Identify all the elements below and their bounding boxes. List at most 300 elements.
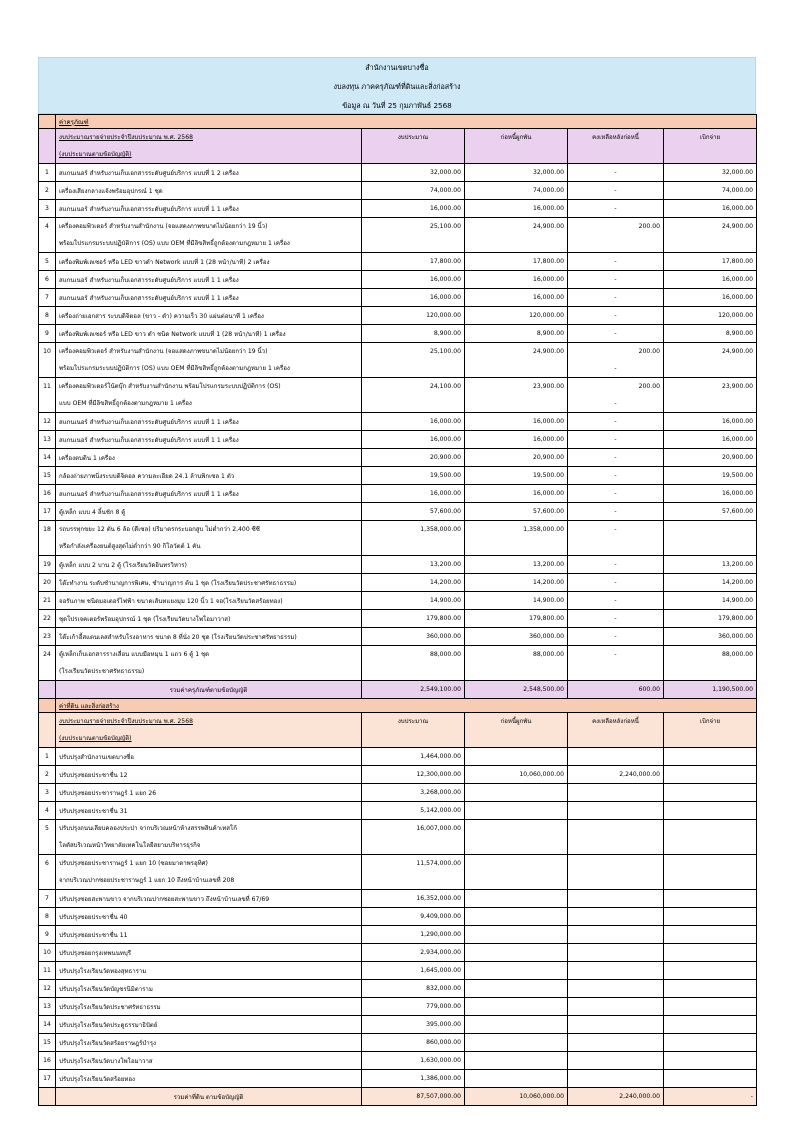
obligated-value: 13,200.00 <box>465 556 568 574</box>
row-number: 3 <box>39 200 56 218</box>
item-description: ปรับปรุงโรงเรียนวัดประชาศรัทธาธรรม <box>56 998 362 1016</box>
obligated-value: 8,900.00 <box>465 325 568 343</box>
row-number: 11 <box>39 962 56 980</box>
item-description: เครื่องพิมพ์เลเซอร์ หรือ LED ขาว ดำ ชนิด Network แบบที่ 1 (28 หน้า/นาที) 1 เครื่อง <box>56 325 362 343</box>
item-description: เครื่องคอมพิวเตอร์ สำหรับงานสำนักงาน (จอแสดงภาพขนาดไม่น้อยกว่า 19 นิ้ว) พร้อมโปรแกรมระบบปฏิบัติการ (OS) แบบ OEM ที่มีลิขสิทธิ์ถูกต้องตามกฎหมาย 1 เครื่อง <box>56 218 362 253</box>
table-row <box>39 890 757 908</box>
column-header-row <box>39 129 757 164</box>
remaining-value: - <box>568 610 664 628</box>
col-obligated: ก่อหนี้ผูกพัน <box>465 129 568 164</box>
row-number: 9 <box>39 926 56 944</box>
row-number: 14 <box>39 449 56 467</box>
disbursed-value: 16,000.00 <box>664 289 757 307</box>
budget-value: 1,464,000.00 <box>362 748 465 766</box>
remaining-value: - <box>568 431 664 449</box>
obligated-value <box>465 1034 568 1052</box>
row-number: 18 <box>39 521 56 556</box>
item-description: เครื่องพิมพ์เลเซอร์ หรือ LED ขาวดำ Network แบบที่ 1 (28 หน้า/นาที) 2 เครื่อง <box>56 253 362 271</box>
table-row <box>39 766 757 784</box>
budget-value: 3,268,000.00 <box>362 784 465 802</box>
item-description: ชุดโปรเจคเตอร์พร้อมอุปกรณ์ 1 ชุด (โรงเรียนวัดบางโพโอมาวาส) <box>56 610 362 628</box>
disbursed-value: 16,000.00 <box>664 485 757 503</box>
report-title: งบลงทุน ภาคครุภัณฑ์ที่ดินและสิ่งก่อสร้าง <box>333 82 461 91</box>
budget-value: 2,934,000.00 <box>362 944 465 962</box>
disbursed-value <box>664 1052 757 1070</box>
col-remaining: คงเหลือหลังก่อหนี้ <box>568 713 664 748</box>
item-description: โต๊ะทำงาน ระดับชำนาญการพิเศษ, ชำนาญการ ต้น 1 ชุด (โรงเรียนวัดประชาศรัทธาธรรม) <box>56 574 362 592</box>
col-obligated: ก่อหนี้ผูกพัน <box>465 713 568 748</box>
item-description: เครื่องถ่ายเอกสาร ระบบดิจิตอล (ขาว - ดำ) ความเร็ว 30 แผ่นต่อนาที 1 เครื่อง <box>56 307 362 325</box>
disbursed-value: 16,000.00 <box>664 431 757 449</box>
table-row <box>39 521 757 556</box>
obligated-value <box>465 890 568 908</box>
table-row <box>39 289 757 307</box>
item-description: จอรับภาพ ชนิดมอเตอร์ไฟฟ้า ขนาดเส้นทแยงมุม 120 นิ้ว 1 จอ(โรงเรียนวัดสร้อยทอง) <box>56 592 362 610</box>
budget-value: 9,409,000.00 <box>362 908 465 926</box>
table-row <box>39 784 757 802</box>
table-row <box>39 271 757 289</box>
budget-value: 16,000.00 <box>362 289 465 307</box>
office-name: สำนักงานเขตบางซื่อ <box>365 63 429 72</box>
construction-total <box>39 1088 757 1106</box>
remaining-value: - <box>568 574 664 592</box>
budget-value: 1,290,000.00 <box>362 926 465 944</box>
remaining-value: - <box>568 556 664 574</box>
equipment-section <box>39 115 757 681</box>
obligated-value: 16,000.00 <box>465 485 568 503</box>
report-header <box>38 57 756 114</box>
row-number: 5 <box>39 253 56 271</box>
remaining-value: - <box>568 628 664 646</box>
obligated-value <box>465 998 568 1016</box>
row-number: 4 <box>39 802 56 820</box>
row-number: 14 <box>39 1016 56 1034</box>
total-remaining: 600.00 <box>568 681 664 699</box>
remaining-value: - <box>568 413 664 431</box>
disbursed-value <box>664 908 757 926</box>
disbursed-value: 20,900.00 <box>664 449 757 467</box>
remaining-value: 200.00 <box>568 218 664 253</box>
item-description: ปรับปรุงถนนเลียบคลองประปา จากบริเวณหน้าห้างสรรพสินค้าเทสโก้ โลตัสบริเวณหน้าวิทยาลัยเทคโนโลยีสยามบริหารธุรกิจ <box>56 820 362 855</box>
table-row <box>39 182 757 200</box>
table-row <box>39 802 757 820</box>
budget-value: 32,000.00 <box>362 164 465 182</box>
budget-value: 13,200.00 <box>362 556 465 574</box>
item-description: สแกนเนอร์ สำหรับงานเก็บเอกสารระดับศูนย์บริการ แบบที่ 1 1 เครื่อง <box>56 271 362 289</box>
remaining-value: - <box>568 182 664 200</box>
budget-value: 25,100.00 <box>362 218 465 253</box>
obligated-value: 14,900.00 <box>465 592 568 610</box>
remaining-value <box>568 1016 664 1034</box>
disbursed-value: 360,000.00 <box>664 628 757 646</box>
budget-value: 16,000.00 <box>362 271 465 289</box>
budget-value: 1,645,000.00 <box>362 962 465 980</box>
col-budget: งบประมาณ <box>362 713 465 748</box>
budget-value: 5,142,000.00 <box>362 802 465 820</box>
remaining-value: - <box>568 325 664 343</box>
disbursed-value <box>664 1034 757 1052</box>
budget-value: 16,000.00 <box>362 485 465 503</box>
row-number: 1 <box>39 164 56 182</box>
remaining-value: 200.00 - <box>568 378 664 413</box>
item-description: ปรับปรุงซอยประชาชื่น 31 <box>56 802 362 820</box>
table-row <box>39 378 757 413</box>
budget-value: 8,900.00 <box>362 325 465 343</box>
row-number: 17 <box>39 503 56 521</box>
obligated-value: 120,000.00 <box>465 307 568 325</box>
disbursed-value <box>664 998 757 1016</box>
budget-value: 57,600.00 <box>362 503 465 521</box>
obligated-value <box>465 980 568 998</box>
remaining-value: - <box>568 592 664 610</box>
table-row <box>39 431 757 449</box>
row-number: 4 <box>39 218 56 253</box>
obligated-value: 16,000.00 <box>465 200 568 218</box>
disbursed-value <box>664 926 757 944</box>
obligated-value <box>465 820 568 855</box>
row-number: 24 <box>39 646 56 681</box>
budget-value: 16,000.00 <box>362 413 465 431</box>
total-obligated: 10,060,000.00 <box>465 1088 568 1106</box>
item-description: สแกนเนอร์ สำหรับงานเก็บเอกสารระดับศูนย์บริการ แบบที่ 1 1 เครื่อง <box>56 485 362 503</box>
remaining-value: - <box>568 253 664 271</box>
row-number: 11 <box>39 378 56 413</box>
obligated-value: 57,600.00 <box>465 503 568 521</box>
table-row <box>39 1034 757 1052</box>
obligated-value <box>465 962 568 980</box>
item-description: ตู้เหล็ก แบบ 2 บาน 2 ตู้ (โรงเรียนวัดอินทรวิหาร) <box>56 556 362 574</box>
remaining-value <box>568 908 664 926</box>
budget-table <box>38 114 757 1106</box>
disbursed-value <box>664 784 757 802</box>
obligated-value: 179,800.00 <box>465 610 568 628</box>
item-description: ปรับปรุงโรงเรียนวัดสร้อยทอง <box>56 1070 362 1088</box>
total-budget: 2,549,100.00 <box>362 681 465 699</box>
item-description: เครื่องคอมพิวเตอร์ สำหรับงานสำนักงาน (จอแสดงภาพขนาดไม่น้อยกว่า 19 นิ้ว) พร้อมโปรแกรมระบบปฏิบัติการ (OS) แบบ OEM ที่มีลิขสิทธิ์ถูกต้องตามกฎหมาย 1 เครื่อง <box>56 343 362 378</box>
disbursed-value: 19,500.00 <box>664 467 757 485</box>
remaining-value <box>568 1070 664 1088</box>
budget-value: 779,000.00 <box>362 998 465 1016</box>
remaining-value <box>568 1052 664 1070</box>
disbursed-value: 16,000.00 <box>664 413 757 431</box>
disbursed-value <box>664 962 757 980</box>
table-row <box>39 820 757 855</box>
col-disbursed: เบิกจ่าย <box>664 713 757 748</box>
disbursed-value: 23,900.00 <box>664 378 757 413</box>
disbursed-value <box>664 802 757 820</box>
obligated-value: 14,200.00 <box>465 574 568 592</box>
budget-value: 14,900.00 <box>362 592 465 610</box>
total-disbursed: - <box>664 1088 757 1106</box>
budget-value: 395,000.00 <box>362 1016 465 1034</box>
item-description: สแกนเนอร์ สำหรับงานเก็บเอกสารระดับศูนย์บริการ แบบที่ 1 1 เครื่อง <box>56 200 362 218</box>
table-row <box>39 164 757 182</box>
budget-year-header: งบประมาณรายจ่ายประจำปีงบประมาณ พ.ศ. 2568 (งบประมาณตามข้อบัญญัติ) <box>56 713 362 748</box>
total-label: รวมค่าครุภัณฑ์ตามข้อบัญญัติ <box>56 681 362 699</box>
disbursed-value: 16,000.00 <box>664 271 757 289</box>
table-row <box>39 467 757 485</box>
obligated-value <box>465 748 568 766</box>
budget-value: 360,000.00 <box>362 628 465 646</box>
item-description: ปรับปรุงซอยประชาชื่น 11 <box>56 926 362 944</box>
table-row <box>39 926 757 944</box>
obligated-value: 23,900.00 <box>465 378 568 413</box>
item-description: ปรับปรุงซอยประชาราษฎร์ 1 แยก 10 (ซอยมาตาพรอุทิศ) จากบริเวณปากซอยประชาราษฎร์ 1 แยก 10 ถึงหน้าบ้านเลขที่ 208 <box>56 855 362 890</box>
obligated-value <box>465 784 568 802</box>
remaining-value: - <box>568 521 664 556</box>
budget-year-header: งบประมาณรายจ่ายประจำปีงบประมาณ พ.ศ. 2568 (งบประมาณตามข้อบัญญัติ) <box>56 129 362 164</box>
row-number: 6 <box>39 271 56 289</box>
disbursed-value: 24,900.00 <box>664 343 757 378</box>
disbursed-value: 120,000.00 <box>664 307 757 325</box>
disbursed-value <box>664 820 757 855</box>
row-number: 16 <box>39 1052 56 1070</box>
obligated-value <box>465 1016 568 1034</box>
table-row <box>39 253 757 271</box>
item-description: ปรับปรุงโรงเรียนวัดประดูธรรมาธิปัตย์ <box>56 1016 362 1034</box>
table-row <box>39 574 757 592</box>
disbursed-value: 14,900.00 <box>664 592 757 610</box>
disbursed-value: 16,000.00 <box>664 200 757 218</box>
budget-value: 1,630,000.00 <box>362 1052 465 1070</box>
disbursed-value <box>664 1016 757 1034</box>
budget-value: 19,500.00 <box>362 467 465 485</box>
row-number: 1 <box>39 748 56 766</box>
budget-value: 1,386,000.00 <box>362 1070 465 1088</box>
total-row <box>39 1088 757 1106</box>
table-row <box>39 1070 757 1088</box>
row-number: 17 <box>39 1070 56 1088</box>
obligated-value: 16,000.00 <box>465 271 568 289</box>
item-description: ปรับปรุงโรงเรียนวัดสร้อยราษฎร์บำรุง <box>56 1034 362 1052</box>
row-number: 23 <box>39 628 56 646</box>
disbursed-value: 24,900.00 <box>664 218 757 253</box>
remaining-value: 200.00 - <box>568 343 664 378</box>
item-description: ตู้เหล็ก แบบ 4 ลิ้นชัก 8 ตู้ <box>56 503 362 521</box>
total-row <box>39 681 757 699</box>
total-budget: 87,507,000.00 <box>362 1088 465 1106</box>
table-row <box>39 1016 757 1034</box>
row-number: 7 <box>39 890 56 908</box>
remaining-value: - <box>568 271 664 289</box>
item-description: ปรับปรุงซอยประชาชื่น 40 <box>56 908 362 926</box>
table-row <box>39 485 757 503</box>
obligated-value: 16,000.00 <box>465 431 568 449</box>
item-description: ปรับปรุงสำนักงานเขตบางซื่อ <box>56 748 362 766</box>
budget-value: 20,900.00 <box>362 449 465 467</box>
table-row <box>39 646 757 681</box>
item-description: ปรับปรุงโรงเรียนวัดบางโพโอมาวาส <box>56 1052 362 1070</box>
row-number: 12 <box>39 980 56 998</box>
disbursed-value <box>664 766 757 784</box>
obligated-value: 19,500.00 <box>465 467 568 485</box>
row-number: 13 <box>39 998 56 1016</box>
disbursed-value: 32,000.00 <box>664 164 757 182</box>
obligated-value <box>465 855 568 890</box>
row-number: 8 <box>39 908 56 926</box>
remaining-value: - <box>568 289 664 307</box>
item-description: ปรับปรุงโรงเรียนวัดบัญชรนิมิตาราม <box>56 980 362 998</box>
budget-value: 88,000.00 <box>362 646 465 681</box>
row-number: 21 <box>39 592 56 610</box>
col-disbursed: เบิกจ่าย <box>664 129 757 164</box>
row-number: 19 <box>39 556 56 574</box>
remaining-value <box>568 998 664 1016</box>
remaining-value <box>568 944 664 962</box>
obligated-value: 16,000.00 <box>465 413 568 431</box>
item-description: ปรับปรุงโรงเรียนวัดทองสุทธาราม <box>56 962 362 980</box>
item-description: ปรับปรุงซอยกรุงเทพนนทบุรี <box>56 944 362 962</box>
remaining-value <box>568 855 664 890</box>
obligated-value <box>465 1070 568 1088</box>
remaining-value: - <box>568 200 664 218</box>
item-description: รถบรรทุกขยะ 12 ตัน 6 ล้อ (ดีเซล) ปริมาตรกระบอกสูบ ไม่ต่ำกว่า 2,400 ซีซี หรือกำลังเครื่องยนต์สูงสุดไม่ต่ำกว่า 90 กิโลวัตต์ 1 คัน <box>56 521 362 556</box>
budget-value: 16,000.00 <box>362 200 465 218</box>
row-number: 7 <box>39 289 56 307</box>
remaining-value <box>568 820 664 855</box>
budget-value: 16,007,000.00 <box>362 820 465 855</box>
col-budget: งบประมาณ <box>362 129 465 164</box>
section-row <box>39 115 757 129</box>
table-row <box>39 200 757 218</box>
disbursed-value: 74,000.00 <box>664 182 757 200</box>
row-number: 8 <box>39 307 56 325</box>
row-number: 16 <box>39 485 56 503</box>
table-row <box>39 307 757 325</box>
disbursed-value: 57,600.00 <box>664 503 757 521</box>
item-description: สแกนเนอร์ สำหรับงานเก็บเอกสารระดับศูนย์บริการ แบบที่ 1 1 เครื่อง <box>56 289 362 307</box>
row-number: 3 <box>39 784 56 802</box>
table-row <box>39 998 757 1016</box>
total-label: รวมค่าที่ดิน ตามข้อบัญญัติ <box>56 1088 362 1106</box>
row-number: 20 <box>39 574 56 592</box>
budget-value: 17,800.00 <box>362 253 465 271</box>
obligated-value <box>465 926 568 944</box>
item-description: เครื่องตบดิน 1 เครื่อง <box>56 449 362 467</box>
disbursed-value <box>664 944 757 962</box>
disbursed-value <box>664 890 757 908</box>
table-row <box>39 962 757 980</box>
obligated-value: 88,000.00 <box>465 646 568 681</box>
obligated-value: 24,900.00 <box>465 343 568 378</box>
row-number: 6 <box>39 855 56 890</box>
remaining-value <box>568 962 664 980</box>
obligated-value: 16,000.00 <box>465 289 568 307</box>
row-number: 10 <box>39 944 56 962</box>
row-number: 10 <box>39 343 56 378</box>
table-row <box>39 1052 757 1070</box>
obligated-value: 17,800.00 <box>465 253 568 271</box>
table-row <box>39 556 757 574</box>
budget-value: 74,000.00 <box>362 182 465 200</box>
item-description: เครื่องเสียงกลางแจ้งพร้อมอุปกรณ์ 1 ชุด <box>56 182 362 200</box>
row-number: 12 <box>39 413 56 431</box>
item-description: สแกนเนอร์ สำหรับงานเก็บเอกสารระดับศูนย์บริการ แบบที่ 1 2 เครื่อง <box>56 164 362 182</box>
disbursed-value: 88,000.00 <box>664 646 757 681</box>
obligated-value <box>465 908 568 926</box>
item-description: โต๊ะเก้าอี้สแตนเลสสำหรับโรงอาหาร ขนาด 8 ที่นั่ง 20 ชุด (โรงเรียนวัดประชาศรัทธาธรรม) <box>56 628 362 646</box>
obligated-value: 24,900.00 <box>465 218 568 253</box>
col-remaining: คงเหลือหลังก่อหนี้ <box>568 129 664 164</box>
disbursed-value: 14,200.00 <box>664 574 757 592</box>
budget-value: 860,000.00 <box>362 1034 465 1052</box>
total-remaining: 2,240,000.00 <box>568 1088 664 1106</box>
table-row <box>39 610 757 628</box>
row-number: 15 <box>39 467 56 485</box>
remaining-value: - <box>568 449 664 467</box>
remaining-value: - <box>568 503 664 521</box>
table-row <box>39 628 757 646</box>
total-obligated: 2,548,500.00 <box>465 681 568 699</box>
remaining-value <box>568 748 664 766</box>
item-description: สแกนเนอร์ สำหรับงานเก็บเอกสารระดับศูนย์บริการ แบบที่ 1 1 เครื่อง <box>56 413 362 431</box>
disbursed-value <box>664 855 757 890</box>
row-number: 9 <box>39 325 56 343</box>
section-label: ค่าที่ดิน และสิ่งก่อสร้าง <box>56 699 362 713</box>
remaining-value: - <box>568 164 664 182</box>
table-row <box>39 592 757 610</box>
obligated-value: 360,000.00 <box>465 628 568 646</box>
report-date: ข้อมูล ณ วันที่ 25 กุมภาพันธ์ 2568 <box>342 101 452 110</box>
obligated-value: 20,900.00 <box>465 449 568 467</box>
remaining-value: - <box>568 467 664 485</box>
remaining-value: - <box>568 307 664 325</box>
remaining-value: 2,240,000.00 <box>568 766 664 784</box>
budget-value: 11,574,000.00 <box>362 855 465 890</box>
obligated-value <box>465 802 568 820</box>
item-description: สแกนเนอร์ สำหรับงานเก็บเอกสารระดับศูนย์บริการ แบบที่ 1 1 เครื่อง <box>56 431 362 449</box>
disbursed-value <box>664 748 757 766</box>
disbursed-value <box>664 521 757 556</box>
remaining-value <box>568 890 664 908</box>
item-description: ตู้เหล็กเก็บเอกสารรางเลื่อน แบบมือหมุน 1 แถว 6 ตู้ 1 ชุด (โรงเรียนวัดประชาศรัทธาธรรม) <box>56 646 362 681</box>
table-row <box>39 413 757 431</box>
row-number: 13 <box>39 431 56 449</box>
obligated-value: 1,358,000.00 <box>465 521 568 556</box>
row-number: 2 <box>39 182 56 200</box>
section-row <box>39 699 757 713</box>
row-number: 22 <box>39 610 56 628</box>
budget-value: 24,100.00 <box>362 378 465 413</box>
total-disbursed: 1,190,500.00 <box>664 681 757 699</box>
disbursed-value: 179,800.00 <box>664 610 757 628</box>
item-description: กล้องถ่ายภาพนิ่งระบบดิจิตอล ความละเอียด 24.1 ล้านพิกเซล 1 ตัว <box>56 467 362 485</box>
row-number: 5 <box>39 820 56 855</box>
table-row <box>39 343 757 378</box>
obligated-value: 74,000.00 <box>465 182 568 200</box>
table-row <box>39 980 757 998</box>
remaining-value: - <box>568 646 664 681</box>
item-description: เครื่องคอมพิวเตอร์โน้ตบุ๊ก สำหรับงานสำนักงาน พร้อมโปรแกรมระบบปฏิบัติการ (OS) แบบ OEM ที่มีลิขสิทธิ์ถูกต้องตามกฎหมาย 1 เครื่อง <box>56 378 362 413</box>
remaining-value: - <box>568 485 664 503</box>
disbursed-value <box>664 1070 757 1088</box>
budget-value: 16,000.00 <box>362 431 465 449</box>
disbursed-value: 17,800.00 <box>664 253 757 271</box>
remaining-value <box>568 1034 664 1052</box>
budget-value: 12,300,000.00 <box>362 766 465 784</box>
row-number: 2 <box>39 766 56 784</box>
table-row <box>39 855 757 890</box>
budget-value: 832,000.00 <box>362 980 465 998</box>
item-description: ปรับปรุงซอยประชาราษฎร์ 1 แยก 26 <box>56 784 362 802</box>
budget-value: 25,100.00 <box>362 343 465 378</box>
row-number: 15 <box>39 1034 56 1052</box>
table-row <box>39 503 757 521</box>
construction-section <box>39 699 757 1088</box>
column-header-row <box>39 713 757 748</box>
budget-value: 179,800.00 <box>362 610 465 628</box>
disbursed-value: 8,900.00 <box>664 325 757 343</box>
